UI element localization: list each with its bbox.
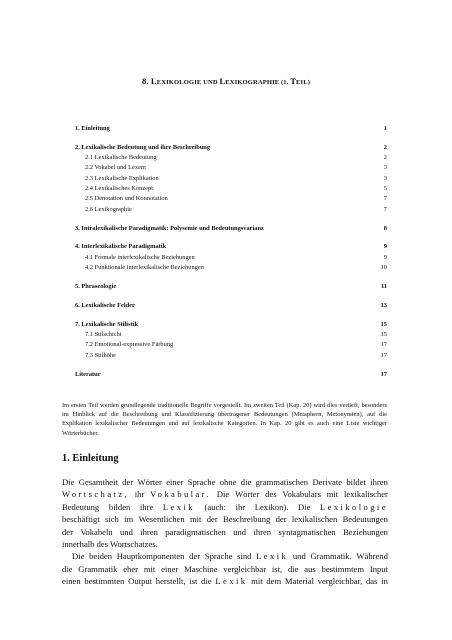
toc-entry xyxy=(75,124,387,134)
body-word: Grammatik. xyxy=(310,551,352,562)
body-word: und xyxy=(233,526,247,537)
body-word: mit xyxy=(251,576,263,587)
body-word: Lexik xyxy=(162,501,195,512)
chapter-title-part: EIL) xyxy=(296,79,310,86)
toc-spacer xyxy=(75,234,387,243)
body-word: und xyxy=(119,526,133,537)
toc-entry-page: 5 xyxy=(383,185,387,193)
body-word: Die xyxy=(62,477,75,487)
chapter-number: 8. xyxy=(142,76,151,86)
body-word: Input xyxy=(369,563,388,574)
toc-entry-page: 8 xyxy=(383,224,387,232)
body-word: syntagmatischen xyxy=(278,526,336,537)
toc-entry-title: 3. Intralexikalische Paradigmatik: Polysemie und Bedeutungsvarianz xyxy=(75,224,264,232)
toc-entry-title: 7.2 Emotional-expressive Färbung xyxy=(85,341,174,349)
body-word: ihre xyxy=(139,501,154,512)
toc-entry-title: 2.1 Lexikalische Bedeutung xyxy=(85,154,157,162)
body-word: das xyxy=(366,576,378,587)
body-word: der xyxy=(275,514,287,525)
body-word: Lexikologie xyxy=(320,501,388,512)
body-word: der xyxy=(62,526,73,537)
body-word: ihren xyxy=(140,526,158,537)
body-line-text: innerhalb des Wortschatzes. xyxy=(62,538,158,549)
toc-entry xyxy=(75,351,387,361)
toc-entry-title: 2.5 Denotation und Konnotation xyxy=(85,195,168,203)
toc-entry-page: 9 xyxy=(383,253,387,261)
toc-entry-page: 10 xyxy=(380,264,387,272)
toc-entry-page: 3 xyxy=(383,164,387,172)
toc-entry-title: 6. Lexikalische Felder xyxy=(75,301,135,309)
body-word: lexikalischen xyxy=(291,514,338,525)
body-line xyxy=(62,538,388,550)
toc-entry-title: 2.4 Lexikalisches Konzept xyxy=(85,185,153,193)
toc-entry xyxy=(75,301,387,311)
body-word: einen xyxy=(62,576,81,587)
body-word: Bedeutungen xyxy=(342,514,388,525)
body-word: Maschine xyxy=(184,563,218,574)
body-word: sind xyxy=(237,551,252,562)
toc-spacer xyxy=(75,273,387,282)
toc-entry-page: 13 xyxy=(380,301,387,309)
toc-entry-page: 2 xyxy=(383,143,387,151)
toc-entry-title: 2.6 Lexikographie xyxy=(85,205,132,213)
body-word: bildet xyxy=(346,477,366,487)
body-word: der xyxy=(122,477,134,487)
body-word: ihren xyxy=(253,526,272,537)
chapter-title-part: T xyxy=(290,76,297,86)
body-word: ohne xyxy=(219,477,237,487)
toc-entry-title: 7. Lexikalische Stilistik xyxy=(75,320,139,328)
toc-entry xyxy=(75,205,387,215)
chapter-title xyxy=(0,76,452,86)
body-word: vergleichbar, xyxy=(317,576,363,587)
body-word: einer xyxy=(166,477,184,487)
body-word: der xyxy=(189,551,201,562)
toc-entry xyxy=(75,242,387,252)
body-word: ist xyxy=(189,576,198,587)
body-word: bilden xyxy=(108,501,131,512)
toc-entry-page: 11 xyxy=(380,282,387,290)
toc-entry-page: 9 xyxy=(383,243,387,251)
body-word: Output xyxy=(128,576,153,587)
toc-entry xyxy=(75,253,387,263)
toc-entry xyxy=(75,282,387,292)
body-word: Wörter xyxy=(137,477,162,487)
body-word: herstellt, xyxy=(155,576,186,587)
toc-entry-title: 7.1 Stilschicht xyxy=(85,331,122,339)
body-word: Hauptkomponenten xyxy=(116,551,185,562)
toc-entry-title: 5. Phraseologie xyxy=(75,282,117,290)
body-word: mit xyxy=(143,563,156,574)
body-word: ihren xyxy=(370,477,388,487)
body-word: Beschreibung xyxy=(223,514,271,525)
body-word: dem xyxy=(266,576,282,587)
toc-entry xyxy=(75,174,387,184)
body-word: Vokabular. xyxy=(150,489,211,500)
toc-entry-page: 15 xyxy=(380,320,387,328)
body-word: Die xyxy=(297,501,311,512)
toc-entry-page: 17 xyxy=(380,351,387,359)
toc-entry xyxy=(75,370,387,380)
body-word: mit xyxy=(189,514,202,525)
body-word: ihr xyxy=(235,501,246,512)
toc-entry-title: 4. Interlexikalische Paradigmatik xyxy=(75,243,167,251)
body-word: bestimmtem xyxy=(321,563,365,574)
toc-entry-title: 4.1 Formale interlexikalische Beziehungen xyxy=(85,253,195,261)
body-word: die xyxy=(201,576,212,587)
body-word: sich xyxy=(105,514,119,525)
body-word: die xyxy=(240,477,252,487)
toc-entry xyxy=(75,340,387,350)
body-line xyxy=(62,488,388,500)
body-word: grammatischen xyxy=(255,477,309,487)
body-word: Wortschatz, xyxy=(62,489,129,500)
toc-entry-page: 15 xyxy=(380,331,387,339)
chapter-title-part: EXIKOGRAPHIE (1. xyxy=(225,79,291,86)
toc-entry xyxy=(75,143,387,153)
toc-entry-page: 1 xyxy=(383,125,387,132)
toc-entry-page: 3 xyxy=(383,174,387,182)
body-word: beiden xyxy=(89,551,113,562)
body-word: Wesentlichen xyxy=(138,514,185,525)
body-line xyxy=(62,575,388,587)
toc-spacer xyxy=(75,311,387,320)
toc-entry-title: 2.2 Vokabel und Lexem xyxy=(85,164,146,172)
body-word: Lexikon). xyxy=(254,501,289,512)
toc-entry-page: 7 xyxy=(383,205,387,213)
body-word: in xyxy=(381,576,388,587)
toc-spacer xyxy=(75,215,387,224)
body-word: die xyxy=(287,563,299,574)
toc-spacer xyxy=(75,361,387,370)
intro-paragraph: Im ersten Teil werden grundlegende traditionelle Begriffe vorgestellt. Im zweiten Teil (Kap. 20) wird dies vertieft, besonders im Hinblick auf die Beschreibung und Klassifizierung übertragener Bedeutungen (Metaphern, Metonymien), auf die Explikation lexikalischer Bedeutungen und auf lexikalische Kategorien. In Kap. 20 gibt es auch eine Liste wichtiger Wörterbücher. xyxy=(62,402,387,437)
chapter-title-part: L xyxy=(219,76,226,86)
body-word: im xyxy=(124,514,134,525)
body-word: vergleichbar xyxy=(223,563,267,574)
body-word: Sprache xyxy=(187,477,216,487)
section-heading: 1. Einleitung xyxy=(62,453,119,464)
body-word: Gesamtheit xyxy=(78,477,118,487)
body-word: Lexik xyxy=(256,551,289,562)
body-word: des xyxy=(265,489,277,500)
body-line xyxy=(62,550,388,562)
toc-entry-title: 1. Einleitung xyxy=(75,125,110,132)
body-line xyxy=(62,501,388,513)
body-word: Material xyxy=(284,576,314,587)
body-word: beschäftigt xyxy=(62,514,100,525)
chapter-title-part: EXIKOLOGIE UND xyxy=(156,79,220,86)
body-word: bestimmten xyxy=(84,576,125,587)
body-word: ist, xyxy=(271,563,283,574)
body-word: Vokabeln xyxy=(80,526,113,537)
toc-entry-title: Literatur xyxy=(75,370,101,378)
body-word: der xyxy=(206,514,218,525)
body-word: die xyxy=(62,563,73,574)
toc-entry xyxy=(75,194,387,204)
toc-entry xyxy=(75,153,387,163)
body-word: und xyxy=(292,551,306,562)
table-of-contents xyxy=(75,124,387,380)
body-word: Vokabulars xyxy=(282,489,321,500)
body-word: aus xyxy=(304,563,316,574)
toc-entry-title: 2.3 Lexikalische Explikation xyxy=(85,174,159,182)
toc-entry xyxy=(75,184,387,194)
toc-entry-title: 2. Lexikalische Bedeutung und ihre Beschreibung xyxy=(75,143,211,151)
body-word: Wörter xyxy=(235,489,260,500)
toc-entry xyxy=(75,330,387,340)
chapter-title-part: L xyxy=(150,76,157,86)
body-line xyxy=(62,513,388,525)
toc-entry xyxy=(75,263,387,273)
toc-entry xyxy=(75,224,387,234)
body-word: Grammatik xyxy=(78,563,118,574)
toc-spacer xyxy=(75,292,387,301)
body-word: mit xyxy=(326,489,339,500)
body-word: paradigmatischen xyxy=(165,526,226,537)
body-word: Derivate xyxy=(312,477,343,487)
toc-entry-page: 17 xyxy=(380,370,387,378)
body-line xyxy=(62,526,388,538)
toc-entry-page: 2 xyxy=(383,154,387,162)
toc-spacer xyxy=(75,134,387,143)
body-word: (auch: xyxy=(204,501,226,512)
body-word: Lexik xyxy=(215,576,248,587)
body-word: Bedeutung xyxy=(62,501,100,512)
toc-entry-page: 17 xyxy=(380,341,387,349)
toc-entry-title: 4.2 Funktionale interlexikalische Beziehungen xyxy=(85,264,204,272)
body-word: eher xyxy=(123,563,139,574)
toc-entry-title: 7.3 Stilhöhe xyxy=(85,351,116,359)
body-word: Beziehungen xyxy=(343,526,388,537)
body-word: lexikalischer xyxy=(343,489,388,500)
body-line xyxy=(62,476,388,488)
toc-entry xyxy=(75,163,387,173)
body-word: ihr xyxy=(134,489,145,500)
body-text xyxy=(62,476,388,588)
body-word: Sprache xyxy=(204,551,233,562)
body-word: Die xyxy=(216,489,230,500)
body-word: einer xyxy=(161,563,179,574)
body-word: Während xyxy=(356,551,388,562)
toc-entry xyxy=(75,320,387,330)
body-word: Die xyxy=(72,551,85,562)
toc-entry-page: 7 xyxy=(383,195,387,203)
body-line xyxy=(62,563,388,575)
